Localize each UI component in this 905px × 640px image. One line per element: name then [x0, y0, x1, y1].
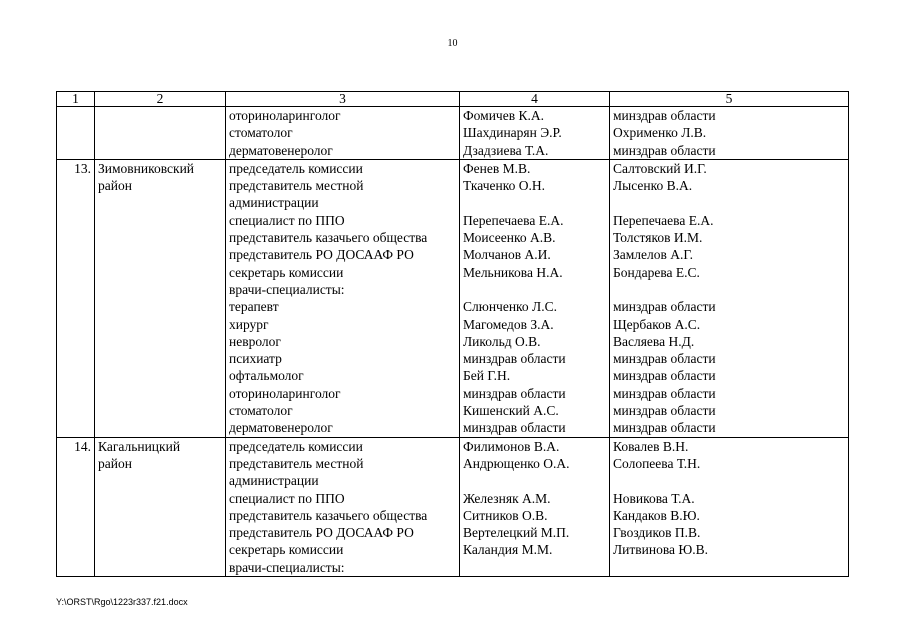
reserve-line: минздрав области — [613, 385, 716, 401]
reserve-line: Замлелов А.Г. — [613, 247, 694, 263]
member-line: Шахдинарян Э.Р. — [463, 125, 562, 141]
file-path-footer: Y:\ORST\Rgo\1223r337.f21.docx — [56, 597, 188, 607]
reserve-line: Васляева Н.Д. — [613, 333, 695, 349]
column-header: 2 — [95, 92, 226, 107]
reserve-line: Салтовский И.Г. — [613, 160, 707, 176]
role-line: представитель казачьего общества — [229, 507, 428, 523]
table-row — [57, 159, 849, 437]
member-line: Кишенский А.С. — [463, 403, 559, 419]
member-line: Молчанов А.И. — [463, 247, 551, 263]
role-line: администрации — [229, 195, 319, 211]
member-line: Моисеенко А.В. — [463, 230, 556, 246]
reserve-line: минздрав области — [613, 351, 716, 367]
member-line — [463, 281, 606, 298]
member-line: минздрав области — [463, 385, 566, 401]
reserve-cell — [610, 159, 849, 437]
role-line: специалист по ППО — [229, 212, 345, 228]
member-line: Филимонов В.А. — [463, 438, 560, 454]
member-line: Ситников О.В. — [463, 507, 548, 523]
member-line: Бей Г.Н. — [463, 368, 511, 384]
member-line: Магомедов З.А. — [463, 316, 554, 332]
role-line: офтальмолог — [229, 368, 304, 384]
member-line: Вертелецкий М.П. — [463, 525, 570, 541]
role-cell — [226, 437, 460, 576]
column-header: 1 — [57, 92, 95, 107]
member-line — [463, 194, 606, 211]
member-cell — [460, 107, 610, 160]
reserve-line — [613, 281, 845, 298]
reserve-line: минздрав области — [613, 142, 716, 158]
member-line: минздрав области — [463, 420, 566, 436]
reserve-line: Лысенко В.А. — [613, 178, 693, 194]
role-line: дерматовенеролог — [229, 142, 333, 158]
role-line: невролог — [229, 333, 281, 349]
member-cell — [460, 159, 610, 437]
district-cell — [95, 437, 226, 576]
district-line: район — [98, 455, 132, 471]
role-line: стоматолог — [229, 403, 293, 419]
row-number — [57, 107, 95, 160]
reserve-line: Толстяков И.М. — [613, 230, 703, 246]
reserve-cell — [610, 107, 849, 160]
reserve-line: Кандаков В.Ю. — [613, 507, 700, 523]
role-line: дерматовенеролог — [229, 420, 333, 436]
member-line: Каландия М.М. — [463, 542, 553, 558]
role-line: специалист по ППО — [229, 490, 345, 506]
district-line: Кагальницкий — [98, 438, 181, 454]
role-line: председатель комиссии — [229, 438, 363, 454]
reserve-line: минздрав области — [613, 403, 716, 419]
member-line: Перепечаева Е.А. — [463, 212, 564, 228]
role-line: хирург — [229, 316, 269, 332]
role-line: терапевт — [229, 299, 279, 315]
role-line: секретарь комиссии — [229, 264, 344, 280]
member-line: Фомичев К.А. — [463, 108, 544, 123]
table-header-row — [57, 92, 849, 107]
row-number: 14. — [57, 437, 95, 576]
role-line: администрации — [229, 473, 319, 489]
reserve-line: Литвинова Ю.В. — [613, 542, 709, 558]
reserve-line — [613, 559, 845, 576]
member-line: Железняк А.М. — [463, 490, 551, 506]
district-cell — [95, 159, 226, 437]
district-cell — [95, 107, 226, 160]
reserve-line: Перепечаева Е.А. — [613, 212, 714, 228]
reserve-cell — [610, 437, 849, 576]
member-line: Фенев М.В. — [463, 160, 531, 176]
district-line: район — [98, 178, 132, 194]
reserve-line: минздрав области — [613, 299, 716, 315]
member-line: Ликольд О.В. — [463, 333, 541, 349]
reserve-line: Гвоздиков П.В. — [613, 525, 701, 541]
reserve-line: Солопеева Т.Н. — [613, 455, 701, 471]
role-line: представитель местной — [229, 455, 364, 471]
reserve-line: Щербаков А.С. — [613, 316, 701, 332]
reserve-line — [613, 194, 845, 211]
reserve-line: Новикова Т.А. — [613, 490, 695, 506]
role-line: оториноларинголог — [229, 385, 341, 401]
member-line: Ткаченко О.Н. — [463, 178, 545, 194]
reserve-line: минздрав области — [613, 108, 716, 123]
column-header: 3 — [226, 92, 460, 107]
role-line: представитель РО ДОСААФ РО — [229, 525, 414, 541]
role-cell — [226, 159, 460, 437]
role-line: председатель комиссии — [229, 160, 363, 176]
reserve-line: минздрав области — [613, 420, 716, 436]
role-line: оториноларинголог — [229, 108, 341, 123]
role-line: представитель местной — [229, 178, 364, 194]
member-line: минздрав области — [463, 351, 566, 367]
member-line: Андрющенко О.А. — [463, 455, 570, 471]
member-line — [463, 559, 606, 576]
role-line: врачи-специалисты: — [229, 281, 345, 297]
reserve-line: минздрав области — [613, 368, 716, 384]
reserve-line: Ковалев В.Н. — [613, 438, 689, 454]
member-line: Мельникова Н.А. — [463, 264, 563, 280]
table-row — [57, 107, 849, 160]
role-line: представитель РО ДОСААФ РО — [229, 247, 414, 263]
column-header: 4 — [460, 92, 610, 107]
row-number: 13. — [57, 159, 95, 437]
role-cell — [226, 107, 460, 160]
role-line: стоматолог — [229, 125, 293, 141]
role-line: врачи-специалисты: — [229, 559, 345, 575]
column-header: 5 — [610, 92, 849, 107]
reserve-line: Охрименко Л.В. — [613, 125, 707, 141]
district-line: Зимовниковский — [98, 160, 195, 176]
role-line: представитель казачьего общества — [229, 230, 428, 246]
table-row — [57, 437, 849, 576]
reserve-line — [613, 472, 845, 489]
member-line: Слюнченко Л.С. — [463, 299, 557, 315]
page-number: 10 — [447, 38, 458, 49]
member-line — [463, 472, 606, 489]
member-cell — [460, 437, 610, 576]
role-line: секретарь комиссии — [229, 542, 344, 558]
commission-table — [56, 91, 849, 577]
member-line: Дзадзиева Т.А. — [463, 142, 549, 158]
reserve-line: Бондарева Е.С. — [613, 264, 700, 280]
role-line: психиатр — [229, 351, 282, 367]
